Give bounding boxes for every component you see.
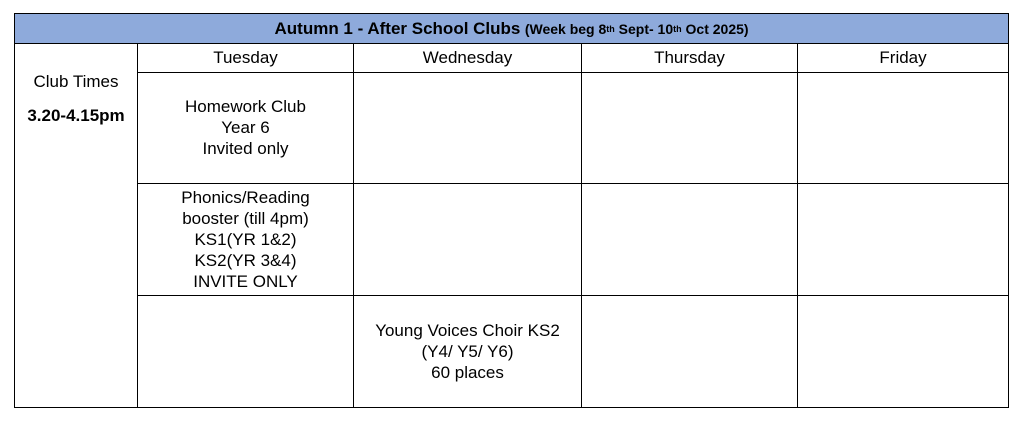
after-school-clubs-table <box>14 13 1009 408</box>
club-text-line: INVITE ONLY <box>193 271 298 291</box>
club-times-value: 3.20-4.15pm <box>27 106 125 126</box>
table-title <box>15 14 1009 44</box>
day-header-thursday: Thursday <box>582 44 798 72</box>
club-times-cell <box>15 44 138 408</box>
club-text-line: Homework Club <box>185 97 306 117</box>
club-cell <box>798 72 1009 183</box>
club-text-line: Young Voices Choir KS2 <box>375 320 560 340</box>
day-header-wednesday: Wednesday <box>354 44 582 72</box>
club-cell <box>354 295 582 407</box>
table-row <box>15 183 1009 295</box>
club-cell <box>138 72 354 183</box>
club-text-line: booster (till 4pm) <box>182 208 309 228</box>
day-header-friday: Friday <box>798 44 1009 72</box>
club-text-line: KS2(YR 3&4) <box>194 250 297 270</box>
club-cell <box>798 183 1009 295</box>
club-text-line: 60 places <box>431 362 504 382</box>
club-cell <box>138 295 354 407</box>
club-text-line: Invited only <box>202 139 289 159</box>
club-cell <box>582 72 798 183</box>
club-cell <box>582 295 798 407</box>
club-times-label: Club Times <box>33 72 119 92</box>
club-cell <box>582 183 798 295</box>
club-text-line: KS1(YR 1&2) <box>194 229 297 249</box>
title-date-range: (Week beg 8th Sept- 10th Oct 2025) <box>524 20 749 37</box>
title-main: Autumn 1 - After School Clubs <box>274 18 521 38</box>
club-cell <box>138 183 354 295</box>
club-text-line: Phonics/Reading <box>181 187 310 207</box>
table-row <box>15 72 1009 183</box>
table-row <box>15 295 1009 407</box>
club-cell <box>354 183 582 295</box>
club-text-line: Year 6 <box>221 118 270 138</box>
club-text-line: (Y4/ Y5/ Y6) <box>421 341 514 361</box>
club-cell <box>798 295 1009 407</box>
day-header-tuesday: Tuesday <box>138 44 354 72</box>
club-cell <box>354 72 582 183</box>
